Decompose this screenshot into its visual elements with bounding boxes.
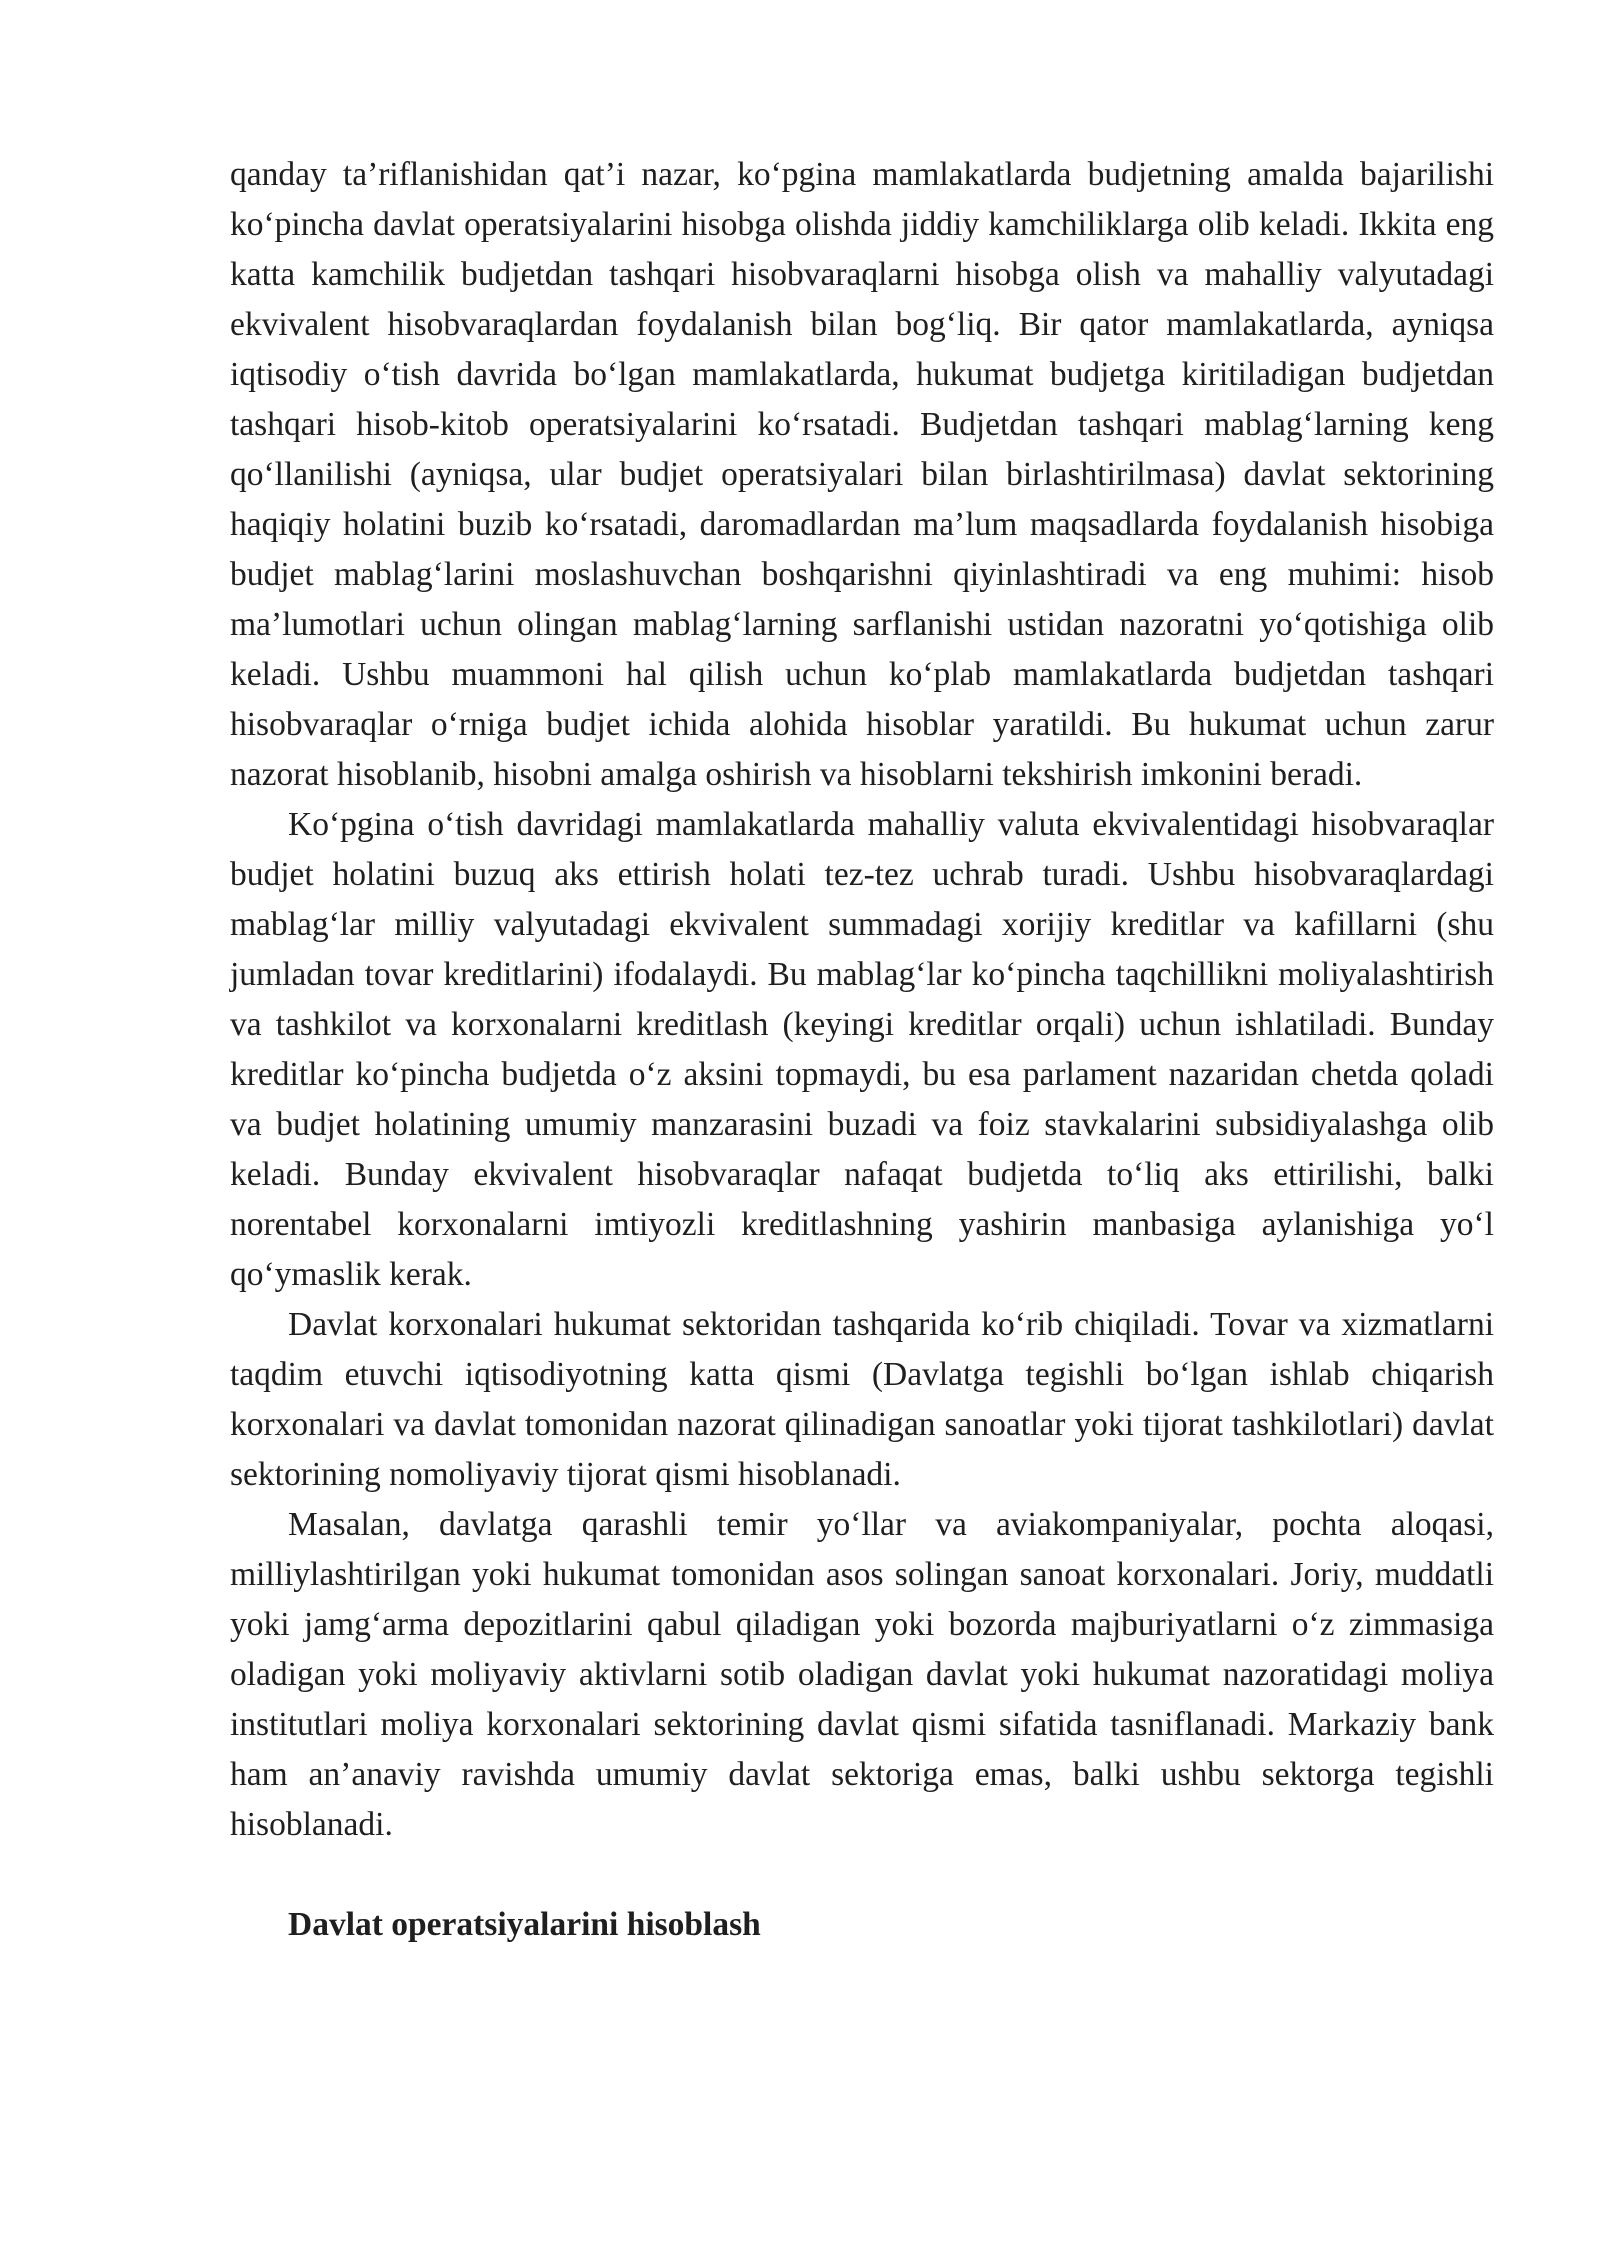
paragraph-3: Davlat korxonalari hukumat sektoridan tashqarida ko‘rib chiqiladi. Tovar va xizmatlarni taqdim etuvchi iqtisodiyotning katta qismi (Davlatga tegishli bo‘lgan ishlab chiqarish korxonalari va davlat tomonidan nazorat qilinadigan sanoatlar yoki tijorat tashkilotlari) davlat sektorining nomoliyaviy tijorat qismi hisoblanadi.: [230, 1306, 1494, 1493]
paragraph-4: Masalan, davlatga qarashli temir yo‘llar va aviakompaniyalar, pochta aloqasi, milliylashtirilgan yoki hukumat tomonidan asos solingan sanoat korxonalari. Joriy, muddatli yoki jamg‘arma depozitlarini qabul qiladigan yoki bozorda majburiyatlarni o‘z zimmasiga oladigan yoki moliyaviy aktivlarni sotib oladigan davlat yoki hukumat nazoratidagi moliya institutlari moliya korxonalari sektorining davlat qismi sifatida tasniflanadi. Markaziy bank ham an’anaviy ravishda umumiy davlat sektoriga emas, balki ushbu sektorga tegishli hisoblanadi.: [230, 1506, 1494, 1843]
paragraph-1: qanday ta’riflanishidan qat’i nazar, ko‘pgina mamlakatlarda budjetning amalda bajarilishi ko‘pincha davlat operatsiyalarini hisobga olishda jiddiy kamchiliklarga olib keladi. Ikkita eng katta kamchilik budjetdan tashqari hisobvaraqlarni hisobga olish va mahalliy valyutadagi ekvivalent hisobvaraqlardan foydalanish bilan bog‘liq. Bir qator mamlakatlarda, ayniqsa iqtisodiy o‘tish davrida bo‘lgan mamlakatlarda, hukumat budjetga kiritiladigan budjetdan tashqari hisob-kitob operatsiyalarini ko‘rsatadi. Budjetdan tashqari mablag‘larning keng qo‘llanilishi (ayniqsa, ular budjet operatsiyalari bilan birlashtirilmasa) davlat sektorining haqiqiy holatini buzib ko‘rsatadi, daromadlardan ma’lum maqsadlarda foydalanish hisobiga budjet mablag‘larini moslashuvchan boshqarishni qiyinlashtiradi va eng muhimi: hisob ma’lumotlari uchun olingan mablag‘larning sarflanishi ustidan nazoratni yo‘qotishiga olib keladi. Ushbu muammoni hal qilish uchun ko‘plab mamlakatlarda budjetdan tashqari hisobvaraqlar o‘rniga budjet ichida alohida hisoblar yaratildi. Bu hukumat uchun zarur nazorat hisoblanib, hisobni amalga oshirish va hisoblarni tekshirish imkonini beradi.: [230, 156, 1494, 793]
paragraph-2: Ko‘pgina o‘tish davridagi mamlakatlarda mahalliy valuta ekvivalentidagi hisobvaraqlar budjet holatini buzuq aks ettirish holati tez-tez uchrab turadi. Ushbu hisobvaraqlardagi mablag‘lar milliy valyutadagi ekvivalent summadagi xorijiy kreditlar va kafillarni (shu jumladan tovar kreditlarini) ifodalaydi. Bu mablag‘lar ko‘pincha taqchillikni moliyalashtirish va tashkilot va korxonalarni kreditlash (keyingi kreditlar orqali) uchun ishlatiladi. Bunday kreditlar ko‘pincha budjetda o‘z aksini topmaydi, bu esa parlament nazaridan chetda qoladi va budjet holatining umumiy manzarasini buzadi va foiz stavkalarini subsidiyalashga olib keladi. Bunday ekvivalent hisobvaraqlar nafaqat budjetda to‘liq aks ettirilishi, balki norentabel korxonalarni imtiyozli kreditlashning yashirin manbasiga aylanishiga yo‘l qo‘ymaslik kerak.: [230, 806, 1494, 1293]
document-body: [230, 150, 1494, 1950]
section-heading: Davlat operatsiyalarini hisoblash: [288, 1906, 761, 1943]
